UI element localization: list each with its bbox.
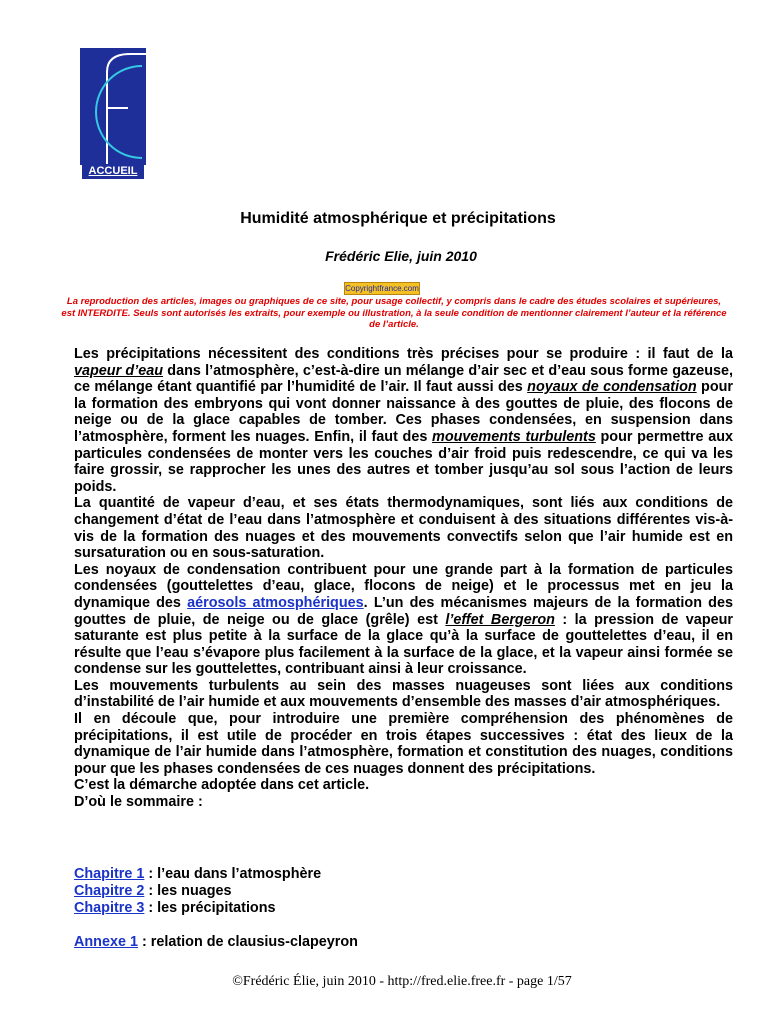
aerosols-link[interactable]: aérosols atmosphériques — [187, 594, 364, 611]
logo-fe-icon — [80, 48, 146, 165]
table-of-contents — [74, 866, 734, 917]
annex-item: Annexe 1 : relation de clausius-clapeyron — [74, 934, 358, 950]
annex-list — [74, 934, 734, 951]
chapitre-2-link[interactable]: Chapitre 2 — [74, 883, 145, 899]
paragraph-intro: Les précipitations nécessitent des conditions très précises pour se produire : il faut de la vapeur d’eau dans l’atmosphère, c’est-à-dire un mélange d’air sec et d’eau sous forme gazeuse, ce mélange étant quantifié par l’humidité de l’air. Il faut aussi des noyaux de condensation pour la formation des embryons qui vont donner naissance à des gouttes de pluie, des flocons de neige ou de la glace capables de tomber. Ces phases condensées, en suspension dans l’atmosphère, forment les nuages. Enfin, il faut des mouvements turbulents pour permettre aux particules condensées de monter vers les couches d’air froid puis redescendre, ce qui va les faire grossir, se rapprocher les unes des autres et tomber jusqu’au sol sous l’action de leurs poids. — [74, 346, 734, 495]
toc-item: Chapitre 1 : l’eau dans l’atmosphère — [74, 866, 322, 882]
copyright-notice: La reproduction des articles, images ou graphiques de ce site, pour usage collectif, y compris dans le cadre des études scolaires et supérieures, est INTERDITE. Seuls sont autorisés les extraits, pour exemple ou illustration, à la seule condition de mentionner clairement l’auteur et la référence de l’article. — [61, 296, 727, 330]
term-mouvements: mouvements turbulents — [432, 428, 596, 445]
term-noyaux: noyaux de condensation — [527, 379, 697, 396]
paragraph-noyaux: Les noyaux de condensation contribuent pour une grande part à la formation de particules condensées (gouttelettes d’eau, glace, flocons de neige) et le processus met en jeu la dynamique des aérosols atmosphériques. L’un des mécanismes majeurs de la formation des gouttes de pluie, de neige ou de glace (grêle) est l’effet Bergeron : la pression de vapeur saturante est plus petite à la surface de la glace qu’à la surface de gouttelettes d’eau, il en résulte que l’eau s’évapore plus facilement à la surface de la glace, et la vapeur ainsi formée se condense sur les gouttelettes, contribuant ainsi à leur croissance. — [74, 561, 733, 678]
accueil-link[interactable]: ACCUEIL — [82, 164, 144, 179]
author-line: Frédéric Elie, juin 2010 — [325, 248, 477, 264]
copyright-badge[interactable]: Copyrightfrance.com — [345, 284, 419, 293]
paragraph-turbulents: Les mouvements turbulents au sein des masses nuageuses sont liées aux conditions d’instabilité de l’air humide et aux mouvements d’ensemble des masses d’air atmosphériques. — [74, 677, 733, 711]
site-logo[interactable] — [80, 48, 146, 181]
paragraph-vapeur: La quantité de vapeur d’eau, et ses états thermodynamiques, sont liés aux conditions de changement d’état de l’eau dans l’atmosphère et conduisent à des situations différentes vis-à-vis de la formation des nuages et des mouvements convectifs selon que l’air humide est en sursaturation ou en sous-saturation. — [74, 495, 733, 562]
term-bergeron: l’effet Bergeron — [445, 611, 555, 628]
toc-item: Chapitre 2 : les nuages — [74, 883, 232, 899]
toc-item: Chapitre 3 : les précipitations — [74, 900, 276, 916]
chapitre-3-link[interactable]: Chapitre 3 — [74, 900, 145, 916]
annexe-1-link[interactable]: Annexe 1 — [74, 934, 138, 950]
article-body — [74, 346, 733, 811]
paragraph-sommaire: D’où le sommaire : — [74, 794, 203, 811]
page-footer: ©Frédéric Élie, juin 2010 - http://fred.elie.free.fr - page 1/57 — [232, 974, 572, 989]
paragraph-etapes: Il en découle que, pour introduire une première compréhension des phénomènes de précipitations, il est utile de procéder en trois étapes successives : état des lieux de la dynamique de l’air humide dans l’atmosphère, formation et constitution des nuages, conditions pour que les phases condensées de ces nuages donnent des précipitations. — [74, 711, 733, 777]
paragraph-demarche: C’est la démarche adoptée dans cet article. — [74, 777, 370, 794]
term-vapeur: vapeur d’eau — [74, 362, 164, 379]
chapitre-1-link[interactable]: Chapitre 1 — [74, 866, 145, 882]
page-title: Humidité atmosphérique et précipitations — [240, 210, 556, 227]
